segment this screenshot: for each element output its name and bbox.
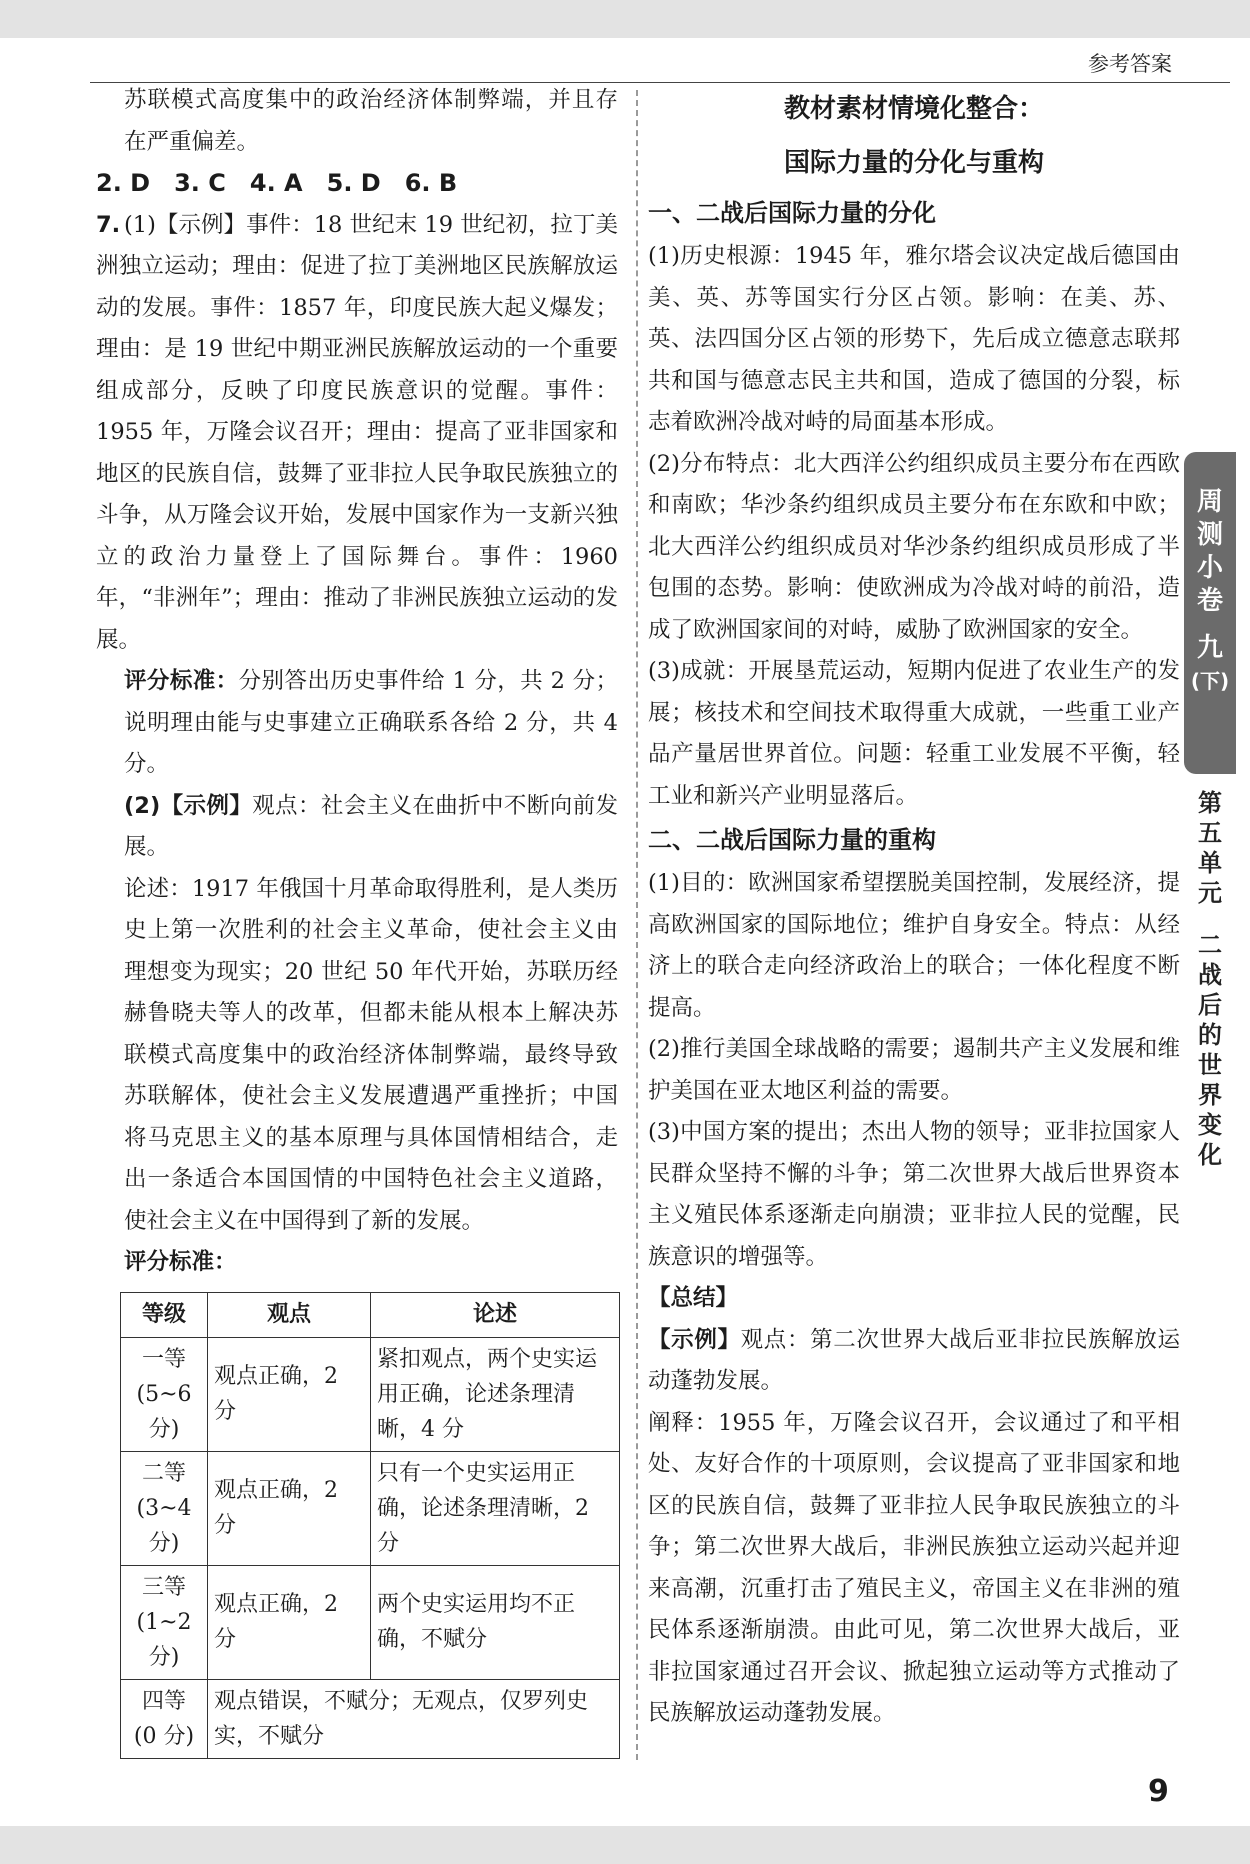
table-row <box>121 1679 620 1758</box>
argument-cell: 两个史实运用均不正确，不赋分 <box>371 1565 620 1679</box>
grade-points: (1~2 分) <box>136 1609 192 1670</box>
tab-char: 九 <box>1196 633 1223 663</box>
argument-cell: 只有一个史实运用正确，论述条理清晰，2 分 <box>371 1451 620 1565</box>
page-number: 9 <box>1148 1774 1169 1809</box>
left-column <box>96 80 618 1759</box>
unit-char: 世 <box>1198 1051 1222 1079</box>
table-header: 等级 <box>121 1292 208 1337</box>
q7-part1 <box>96 205 618 662</box>
unit-char: 界 <box>1198 1081 1222 1109</box>
unit-char: 五 <box>1198 819 1222 847</box>
reconstruction-point-1: (1)目的：欧洲国家希望摆脱美国控制，发展经济，提高欧洲国家的国际地位；维护自身安全。特点：从经济上的联合走向经济政治上的联合；一体化程度不断提高。 <box>648 870 1180 1021</box>
grade-level-cell <box>121 1679 208 1758</box>
intro-text: 苏联模式高度集中的政治经济体制弊端，并且存在严重偏差。 <box>124 87 618 155</box>
grade-level-cell <box>121 1565 208 1679</box>
heading-division: 一、二战后国际力量的分化 <box>648 199 936 227</box>
unit-char: 第 <box>1198 789 1222 817</box>
score-label-2: 评分标准： <box>124 1249 237 1275</box>
grade-level-cell <box>121 1337 208 1451</box>
table-row <box>121 1337 620 1451</box>
tab-char: 周 <box>1196 487 1223 517</box>
side-unit-label <box>1190 788 1230 1170</box>
table-header-row <box>121 1292 620 1337</box>
division-point-1: (1)历史根源：1945 年，雅尔塔会议决定战后德国由美、英、苏等国实行分区占领。影响：在美、苏、英、法四国分区占领的形势下，先后成立德意志联邦共和国与德意志民主共和国，造成了德国的分裂，标志着欧洲冷战对峙的局面基本形成。 <box>648 243 1180 435</box>
q7-number: 7. <box>96 211 121 238</box>
tab-char: (下) <box>1190 669 1230 693</box>
unit-char: 单 <box>1198 849 1222 877</box>
grade-level-cell <box>121 1451 208 1565</box>
table-header: 观点 <box>208 1292 371 1337</box>
section-title-line2: 国际力量的分化与重构 <box>783 148 1044 178</box>
grading-table <box>120 1292 620 1759</box>
table-row <box>121 1451 620 1565</box>
reconstruction-point-2: (2)推行美国全球战略的需要；遏制共产主义发展和维护美国在亚太地区利益的需要。 <box>648 1036 1180 1104</box>
unit-char: 元 <box>1198 879 1222 907</box>
q7-part1-text: (1)【示例】事件：18 世纪末 19 世纪初，拉丁美洲独立运动；理由：促进了拉丁美洲地区民族解放运动的发展。事件：1857 年，印度民族大起义爆发；理由：是 19 世纪中期亚洲民族解放运动的一个重要组成部分，反映了印度民族意识的觉醒。事件：1955 年，万隆会议召开；理由：提高了亚非国家和地区的民族自信，鼓舞了亚非拉人民争取民族独立的斗争，从万隆会议开始，发展中国家作为一支新兴独立的政治力量登上了国际舞台。事件：1960 年，“非洲年”；理由：推动了非洲民族独立运动的发展。 <box>96 211 618 653</box>
score-text-1: 分别答出历史事件给 1 分，共 2 分；说明理由能与史事建立正确联系各给 2 分，共 4 分。 <box>124 668 618 777</box>
example-tag: (2)【示例】 <box>124 792 253 819</box>
view-cell: 观点正确，2 分 <box>208 1337 371 1451</box>
right-column <box>648 80 1180 1735</box>
division-point-3: (3)成就：开展垦荒运动，短期内促进了农业生产的发展；核技术和空间技术取得重大成就，一些重工业产品产量居世界首位。问题：轻重工业发展不平衡，轻工业和新兴产业明显落后。 <box>648 658 1180 809</box>
summary-label: 【总结】 <box>648 1285 739 1311</box>
unit-char: 二 <box>1198 931 1222 959</box>
tab-char: 测 <box>1196 520 1223 550</box>
tab-char: 小 <box>1196 553 1223 583</box>
grade-points: (3~4 分) <box>136 1495 192 1556</box>
unit-char: 变 <box>1198 1111 1222 1139</box>
q7-part2-text: 观点：社会主义在曲折中不断向前发展。 <box>124 792 618 860</box>
view-cell: 观点正确，2 分 <box>208 1565 371 1679</box>
argument-cell: 紧扣观点，两个史实运用正确，论述条理清晰，4 分 <box>371 1337 620 1451</box>
section-title-line1: 教材素材情境化整合： <box>783 94 1044 124</box>
summary-explanation: 阐释：1955 年，万隆会议召开，会议通过了和平相处、友好合作的十项原则，会议提高了亚非国家和地区的民族自信，鼓舞了亚非拉人民争取民族独立的斗争；第二次世界大战后，非洲民族独立运动兴起并迎来高潮，沉重打击了殖民主义，帝国主义在非洲的殖民体系逐渐崩溃。由此可见，第二次世界大战后，亚非拉国家通过召开会议、掀起独立运动等方式推动了民族解放运动蓬勃发展。 <box>648 1409 1180 1726</box>
reconstruction-point-3: (3)中国方案的提出；杰出人物的领导；亚非拉国家人民群众坚持不懈的斗争；第二次世界大战后世界资本主义殖民体系逐渐走向崩溃；亚非拉人民的觉醒，民族意识的增强等。 <box>648 1119 1180 1270</box>
grade-level: 三等 <box>141 1574 186 1600</box>
summary-example <box>648 1320 1180 1403</box>
summary-example-text: 观点：第二次世界大战后亚非拉民族解放运动蓬勃发展。 <box>648 1326 1180 1394</box>
grade-level: 一等 <box>141 1346 186 1372</box>
unit-char: 战 <box>1198 961 1222 989</box>
grade-points: (0 分) <box>133 1723 195 1749</box>
table-row <box>121 1565 620 1679</box>
header-label: 参考答案 <box>1088 52 1172 76</box>
scan-bottom-band <box>0 1826 1250 1864</box>
heading-reconstruction: 二、二战后国际力量的重构 <box>648 826 936 854</box>
score-criteria-1 <box>96 661 618 786</box>
merged-cell: 观点错误，不赋分；无观点，仅罗列史实，不赋分 <box>208 1679 620 1758</box>
argument-text: 论述：1917 年俄国十月革命取得胜利，是人类历史上第一次胜利的社会主义革命，使社会主义由理想变为现实；20 世纪 50 年代开始，苏联历经赫鲁晓夫等人的改革，但都未能从根本上解决苏联模式高度集中的政治经济体制弊端，最终导致苏联解体，使社会主义发展遭遇严重挫折；中国将马克思主义的基本原理与具体国情相结合，走出一条适合本国国情的中国特色社会主义道路，使社会主义在中国得到了新的发展。 <box>124 875 618 1234</box>
side-book-tab <box>1184 452 1236 774</box>
column-divider <box>636 90 638 1760</box>
summary-example-tag: 【示例】 <box>648 1326 741 1353</box>
grade-level: 二等 <box>141 1460 186 1486</box>
score-label-1: 评分标准： <box>124 668 239 694</box>
unit-char: 的 <box>1198 1021 1222 1049</box>
mcq-answers: 2. D 3. C 4. A 5. D 6. B <box>96 169 458 197</box>
table-header: 论述 <box>371 1292 620 1337</box>
unit-char: 化 <box>1198 1141 1222 1169</box>
grade-level: 四等 <box>141 1688 186 1714</box>
division-point-2: (2)分布特点：北大西洋公约组织成员主要分布在西欧和南欧；华沙条约组织成员主要分布在东欧和中欧；北大西洋公约组织成员对华沙条约组织成员形成了半包围的态势。影响：使欧洲成为冷战对峙的前沿，造成了欧洲国家间的对峙，威胁了欧洲国家的安全。 <box>648 450 1180 643</box>
q7-part2 <box>96 786 618 869</box>
scan-top-band <box>0 0 1250 38</box>
unit-char: 后 <box>1198 991 1222 1019</box>
tab-char: 卷 <box>1196 586 1223 616</box>
grade-points: (5~6 分) <box>136 1381 192 1442</box>
view-cell: 观点正确，2 分 <box>208 1451 371 1565</box>
